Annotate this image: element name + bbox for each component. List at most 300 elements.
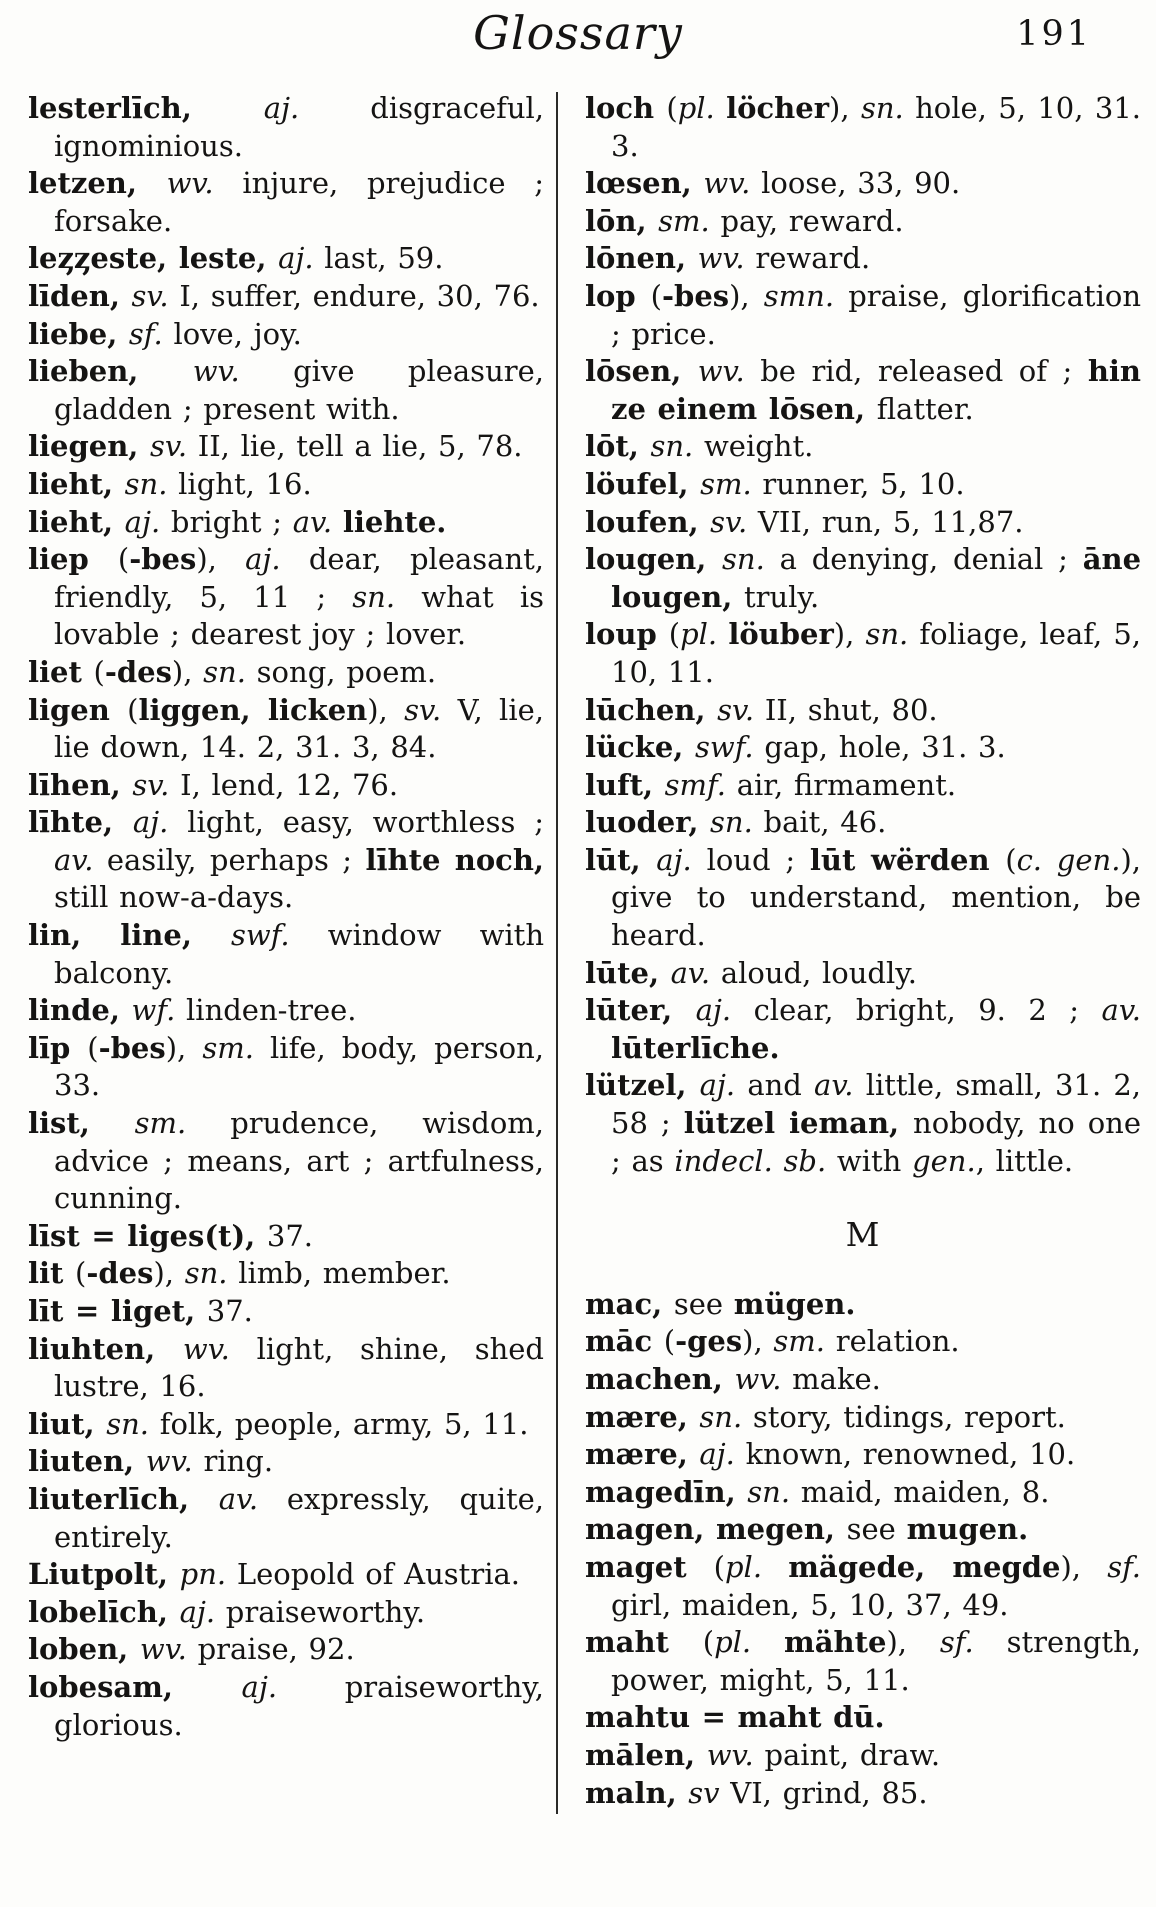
headword: lūter, xyxy=(585,993,696,1028)
definition-text: ring. xyxy=(203,1444,274,1479)
definition-text: light, easy, worthless ; xyxy=(187,805,544,840)
glossary-entry xyxy=(28,428,544,466)
headword: liggen, licken xyxy=(138,692,368,727)
definition-text: a denying, denial ; xyxy=(779,542,1083,577)
headword: māc xyxy=(585,1324,664,1359)
headword: mügen. xyxy=(733,1286,856,1321)
grammar-abbr: sn. xyxy=(747,1474,801,1509)
right-column xyxy=(585,90,1141,1812)
glossary-entry xyxy=(28,278,544,316)
definition-text: light, shine, shed lustre, 16. xyxy=(54,1331,544,1404)
headword: liep xyxy=(28,542,118,577)
definition-text: praise, 92. xyxy=(197,1632,355,1667)
definition-text: praiseworthy, glorious. xyxy=(54,1669,544,1742)
glossary-entry xyxy=(585,428,1141,466)
headword: līt = liget, xyxy=(28,1294,207,1328)
definition-text: ), xyxy=(829,91,861,125)
definition-text: flatter. xyxy=(876,391,974,426)
definition-text: ), xyxy=(886,1625,940,1660)
headword: lit xyxy=(28,1256,76,1291)
glossary-entry xyxy=(28,240,544,278)
headword: löufel, xyxy=(585,466,701,501)
definition-text: limb, member. xyxy=(238,1256,451,1291)
glossary-entry xyxy=(585,842,1141,955)
definition-text: Leopold of Austria. xyxy=(236,1557,520,1592)
grammar-abbr: aj. xyxy=(263,91,371,125)
definition-text: loose, 33, 90. xyxy=(761,166,961,201)
definition-text: ( xyxy=(127,692,139,727)
grammar-abbr: aj. xyxy=(179,1594,226,1629)
definition-text: injure, prejudice ; forsake. xyxy=(54,166,545,238)
grammar-abbr: sm. xyxy=(700,466,763,501)
definition-text: II, lie, tell a lie, 5, 78. xyxy=(197,429,523,464)
glossary-entry xyxy=(585,353,1141,428)
grammar-abbr: sv. xyxy=(404,692,458,727)
definition-text: ), xyxy=(196,542,246,577)
headword: loup xyxy=(585,617,669,652)
glossary-entry xyxy=(585,1624,1141,1699)
grammar-abbr: sn. xyxy=(106,1406,160,1441)
definition-text: ( xyxy=(87,1030,99,1065)
definition-text: bait, 46. xyxy=(763,805,887,840)
definition-text: reward. xyxy=(755,241,871,276)
definition-text: weight. xyxy=(703,429,814,464)
glossary-entry xyxy=(28,1218,544,1256)
definition-text: ( xyxy=(713,1549,725,1584)
definition-text: ), xyxy=(729,278,764,313)
definition-text: I, suffer, endure, 30, 76. xyxy=(179,278,540,313)
definition-text: life, body, person, 33. xyxy=(54,1030,544,1103)
headword: -ges xyxy=(675,1324,743,1359)
definition-text: ), give to understand, mention, be heard. xyxy=(611,842,1141,953)
definition-text: with xyxy=(836,1143,913,1178)
headword: lin, line, xyxy=(28,918,231,953)
definition-text: little, small, 31. 2, 58 ; xyxy=(611,1068,1142,1141)
grammar-abbr: sn. xyxy=(124,466,179,501)
definition-text: relation. xyxy=(835,1324,960,1359)
grammar-abbr: sn. xyxy=(184,1256,239,1291)
headword: list, xyxy=(28,1106,135,1141)
definition-text: song, poem. xyxy=(256,654,437,689)
definition-text: ), xyxy=(367,692,405,727)
glossary-entry xyxy=(28,992,544,1030)
glossary-entry xyxy=(585,278,1141,353)
definition-text: ( xyxy=(1005,842,1017,877)
headword: līden, xyxy=(28,278,132,313)
headword: liut, xyxy=(28,1406,107,1441)
headword: loufen, xyxy=(585,504,711,539)
definition-text: ), xyxy=(171,654,204,689)
headword: magedīn, xyxy=(585,1474,748,1509)
grammar-abbr: wv. xyxy=(145,1444,204,1479)
definition-text: bright ; xyxy=(170,504,293,539)
grammar-abbr: sn. xyxy=(710,805,764,840)
glossary-entry xyxy=(585,692,1141,730)
headword: maln, xyxy=(585,1775,689,1810)
grammar-abbr: wf. xyxy=(131,993,187,1028)
grammar-abbr: aj. xyxy=(695,993,754,1028)
glossary-entry xyxy=(585,992,1141,1067)
headword: maget xyxy=(585,1549,714,1584)
glossary-entry xyxy=(585,1775,1141,1813)
headword: lützel ieman, xyxy=(683,1106,914,1141)
glossary-entry xyxy=(585,1474,1141,1512)
headword: līhte, xyxy=(28,805,133,840)
definition-text: love, joy. xyxy=(173,316,302,351)
grammar-abbr: wv. xyxy=(697,241,756,276)
headword: lœsen, xyxy=(585,166,704,201)
headword: lieht, xyxy=(28,466,125,501)
grammar-abbr: av. xyxy=(54,842,107,877)
page-title: Glossary xyxy=(473,6,683,60)
definition-text: light, 16. xyxy=(178,466,312,501)
grammar-abbr: wv. xyxy=(697,354,761,389)
glossary-entry xyxy=(28,654,544,692)
definition-text: gap, hole, 31. 3. xyxy=(764,730,1006,765)
headword: līhte noch, xyxy=(365,842,544,877)
glossary-entry xyxy=(28,804,544,917)
definition-text: aloud, loudly. xyxy=(720,955,918,990)
grammar-abbr: sn. xyxy=(865,617,920,652)
grammar-abbr: sf. xyxy=(939,1625,1007,1660)
headword: magen, megen, xyxy=(585,1512,847,1547)
grammar-abbr: smf. xyxy=(664,767,737,802)
definition-text: hole, 5, 10, 31. 3. xyxy=(611,91,1141,163)
grammar-abbr: wv. xyxy=(139,1632,198,1667)
glossary-entry xyxy=(28,1255,544,1293)
grammar-abbr: av. xyxy=(670,955,721,990)
definition-text: dear, pleasant, friendly, 5, 11 ; xyxy=(54,542,545,614)
grammar-abbr: aj. xyxy=(699,1068,748,1103)
definition-text: folk, people, army, 5, 11. xyxy=(159,1406,529,1441)
grammar-abbr: sv xyxy=(688,1775,731,1810)
glossary-entry xyxy=(28,90,544,165)
definition-text: prudence, wisdom, advice ; means, art ; artfulness, cunning. xyxy=(54,1106,545,1216)
grammar-abbr: pn. xyxy=(179,1557,237,1592)
headword: -bes xyxy=(98,1030,166,1065)
headword: mālen, xyxy=(585,1737,707,1772)
definition-text: truly. xyxy=(743,579,820,614)
definition-text: ( xyxy=(668,617,681,652)
grammar-abbr: wv. xyxy=(734,1362,793,1396)
definition-text: ( xyxy=(666,91,678,125)
grammar-abbr: c. gen. xyxy=(1016,842,1121,877)
grammar-abbr: aj. xyxy=(656,842,707,877)
headword: līst = liges(t), xyxy=(28,1218,267,1253)
headword: hin ze einem lōsen, xyxy=(611,354,1142,426)
headword: lieben, xyxy=(28,354,193,389)
definition-text: ), xyxy=(742,1324,774,1359)
grammar-abbr: sn. xyxy=(203,654,257,689)
grammar-abbr: sv. xyxy=(132,767,181,802)
grammar-abbr: swf. xyxy=(230,918,328,953)
definition-text: paint, draw. xyxy=(764,1737,941,1772)
definition-text: window with balcony. xyxy=(54,918,544,990)
definition-text: , little. xyxy=(975,1143,1074,1178)
headword: līp xyxy=(28,1030,88,1065)
definition-text: praiseworthy. xyxy=(225,1594,426,1629)
definition-text: give pleasure, gladden ; present with. xyxy=(54,354,544,426)
headword: lūt wërden xyxy=(809,842,1006,877)
glossary-entry xyxy=(585,1549,1141,1624)
grammar-abbr: wv. xyxy=(182,1331,257,1366)
definition-text: see xyxy=(673,1286,734,1321)
glossary-entry xyxy=(28,353,544,428)
glossary-entry xyxy=(28,1481,544,1556)
glossary-entry xyxy=(28,1669,544,1744)
headword: loben, xyxy=(28,1632,140,1667)
headword: maht xyxy=(585,1625,703,1660)
headword: lūte, xyxy=(585,955,671,990)
grammar-abbr: sm. xyxy=(658,203,721,238)
definition-text: last, 59. xyxy=(324,241,444,276)
headword: löcher xyxy=(726,91,829,125)
headword: Liutpolt, xyxy=(28,1557,180,1592)
definition-text: ( xyxy=(702,1625,715,1660)
definition-text: clear, bright, 9. 2 ; xyxy=(753,993,1102,1028)
glossary-entry xyxy=(585,541,1141,616)
grammar-abbr: aj. xyxy=(241,1669,345,1704)
grammar-abbr: wv. xyxy=(192,354,294,389)
definition-text: ( xyxy=(117,542,130,577)
glossary-entry xyxy=(28,1293,544,1331)
grammar-abbr: av. xyxy=(218,1481,287,1516)
glossary-entry xyxy=(585,1361,1141,1399)
glossary-entry xyxy=(585,504,1141,542)
headword: mære, xyxy=(585,1399,700,1434)
definition-text: ), xyxy=(153,1256,185,1291)
definition-text: loud ; xyxy=(706,842,810,877)
headword: lūchen, xyxy=(585,692,718,727)
definition-text: make. xyxy=(792,1362,881,1396)
headword: linde, xyxy=(28,993,132,1028)
glossary-entry xyxy=(28,316,544,354)
headword: lōnen, xyxy=(585,241,698,276)
grammar-abbr: sv. xyxy=(131,278,180,313)
headword: lōt, xyxy=(585,429,651,464)
glossary-entry xyxy=(585,767,1141,805)
glossary-entry xyxy=(585,1399,1141,1437)
section-heading: M xyxy=(845,1215,881,1255)
glossary-entry xyxy=(28,1406,544,1444)
headword: lobesam, xyxy=(28,1669,242,1704)
headword: liebe, xyxy=(28,316,129,351)
grammar-abbr: sf. xyxy=(128,316,174,351)
grammar-abbr: sn. xyxy=(722,542,780,577)
definition-text: disgraceful, ignominious. xyxy=(54,91,545,163)
glossary-entry xyxy=(585,616,1141,691)
headword: löuber xyxy=(728,617,834,652)
grammar-abbr: pl. xyxy=(724,1549,789,1584)
glossary-entry xyxy=(585,955,1141,993)
glossary-entry xyxy=(585,1699,1141,1737)
glossary-entry xyxy=(585,1511,1141,1549)
headword: luoder, xyxy=(585,805,711,840)
grammar-abbr: av. xyxy=(292,504,343,539)
definition-text: 37. xyxy=(206,1294,253,1328)
headword: machen, xyxy=(585,1362,735,1396)
definition-text: girl, maiden, 5, 10, 37, 49. xyxy=(611,1587,1009,1622)
grammar-abbr: sf. xyxy=(1107,1549,1141,1584)
headword: mac, xyxy=(585,1286,674,1321)
definition-text: nobody, no one ; as xyxy=(611,1106,1141,1178)
headword: letzen, xyxy=(28,166,167,201)
headword: loch xyxy=(585,91,667,125)
definition-text: ( xyxy=(663,1324,676,1359)
grammar-abbr: sm. xyxy=(773,1324,836,1359)
grammar-abbr: pl. xyxy=(680,617,729,652)
headword: lücke, xyxy=(585,730,695,765)
definition-text: praise, glorification ; price. xyxy=(611,278,1141,351)
definition-text: air, firmament. xyxy=(736,767,957,802)
glossary-entry xyxy=(28,1443,544,1481)
grammar-abbr: aj. xyxy=(699,1437,746,1472)
grammar-abbr: sn. xyxy=(352,579,422,614)
headword: luft, xyxy=(585,767,665,802)
grammar-abbr: sn. xyxy=(860,91,916,125)
headword: lūt, xyxy=(585,842,657,877)
headword: liuten, xyxy=(28,1444,146,1479)
definition-text: what is lovable ; dearest joy ; lover. xyxy=(54,579,545,652)
glossary-entry xyxy=(28,1556,544,1594)
headword: lützel, xyxy=(585,1068,700,1103)
grammar-abbr: sn. xyxy=(650,429,704,464)
glossary-entry xyxy=(585,729,1141,767)
grammar-abbr: sm. xyxy=(202,1030,271,1065)
headword: liet xyxy=(28,654,94,689)
definition-text: see xyxy=(846,1512,907,1547)
headword: lōsen, xyxy=(585,354,698,389)
definition-text: 37. xyxy=(266,1218,313,1253)
headword: -bes xyxy=(129,542,197,577)
definition-text: still now-a-days. xyxy=(54,880,294,915)
headword: mähte xyxy=(784,1625,887,1660)
definition-text: strength, power, might, 5, 11. xyxy=(611,1625,1141,1697)
headword: mägede, megde xyxy=(788,1549,1061,1584)
glossary-entry xyxy=(585,466,1141,504)
glossary-entry xyxy=(28,504,544,542)
glossary-entry xyxy=(585,240,1141,278)
headword: leȥȥeste, leste, xyxy=(28,241,279,276)
column-divider-line xyxy=(556,92,558,1814)
grammar-abbr: gen. xyxy=(912,1143,976,1178)
definition-text: ( xyxy=(93,654,105,689)
headword: -des xyxy=(86,1256,154,1291)
definition-text: and xyxy=(747,1068,815,1103)
glossary-entry xyxy=(28,1105,544,1218)
grammar-abbr: sv. xyxy=(717,692,765,727)
grammar-abbr: sm. xyxy=(134,1106,231,1141)
glossary-entry xyxy=(28,165,544,240)
definition-text: pay, reward. xyxy=(720,203,904,238)
definition-text: VI, grind, 85. xyxy=(730,1775,928,1810)
definition-text: VII, run, 5, 11,87. xyxy=(757,504,1024,539)
grammar-abbr: av. xyxy=(1101,993,1141,1028)
headword: lop xyxy=(585,278,651,313)
grammar-abbr: pl. xyxy=(677,91,727,125)
headword: liuhten, xyxy=(28,1331,183,1366)
definition-text: ), xyxy=(1060,1549,1108,1584)
definition-text: maid, maiden, 8. xyxy=(800,1474,1050,1509)
definition-text: II, shut, 80. xyxy=(764,692,938,727)
definition-text: be rid, released of ; xyxy=(760,354,1088,389)
definition-text: known, renowned, 10. xyxy=(745,1437,1076,1472)
definition-text: easily, perhaps ; xyxy=(106,842,366,877)
grammar-abbr: wv. xyxy=(703,166,762,201)
grammar-abbr: av. xyxy=(814,1068,866,1103)
definition-text: ( xyxy=(650,278,662,313)
headword: lieht, xyxy=(28,504,125,539)
headword: -des xyxy=(104,654,172,689)
headword: lobelīch, xyxy=(28,1594,180,1629)
definition-text: story, tidings, report. xyxy=(752,1399,1066,1434)
glossary-entry xyxy=(585,804,1141,842)
headword: -bes xyxy=(662,278,730,313)
glossary-entry xyxy=(585,1286,1141,1324)
headword: ligen xyxy=(28,692,128,727)
grammar-abbr: aj. xyxy=(278,241,325,276)
glossary-entry xyxy=(585,1737,1141,1775)
definition-text: V, lie, lie down, 14. 2, 31. 3, 84. xyxy=(54,692,544,765)
running-head xyxy=(0,6,1156,60)
headword: lōn, xyxy=(585,203,659,238)
grammar-abbr: smn. xyxy=(763,278,849,313)
headword: lesterlīch, xyxy=(28,91,264,125)
glossary-entry xyxy=(585,165,1141,203)
grammar-abbr: swf. xyxy=(695,730,765,765)
definition-text: foliage, leaf, 5, 10, 11. xyxy=(611,617,1141,689)
glossary-entry xyxy=(28,1631,544,1669)
grammar-abbr: sv. xyxy=(150,429,198,464)
grammar-abbr: sn. xyxy=(699,1399,753,1434)
headword: lougen, xyxy=(585,542,723,577)
grammar-abbr: indecl. sb. xyxy=(674,1143,837,1178)
headword: lūterlīche. xyxy=(611,1030,780,1065)
glossary-entry xyxy=(28,1030,544,1105)
definition-text: expressly, quite, entirely. xyxy=(54,1481,545,1554)
headword: mære, xyxy=(585,1437,700,1472)
headword: liegen, xyxy=(28,429,150,464)
grammar-abbr: sv. xyxy=(710,504,758,539)
definition-text: I, lend, 12, 76. xyxy=(180,767,399,802)
glossary-entry xyxy=(28,1331,544,1406)
grammar-abbr: wv. xyxy=(166,166,243,201)
definition-text: linden-tree. xyxy=(186,993,357,1028)
grammar-abbr: aj. xyxy=(132,805,188,840)
glossary-entry xyxy=(28,1594,544,1632)
glossary-entry xyxy=(585,1436,1141,1474)
headword: liuterlīch, xyxy=(28,1481,219,1516)
glossary-entry xyxy=(28,692,544,767)
headword: āne lougen, xyxy=(611,542,1142,614)
grammar-abbr: wv. xyxy=(706,1737,765,1772)
page-number: 191 xyxy=(1016,14,1092,54)
definition-text: runner, 5, 10. xyxy=(762,466,965,501)
glossary-entry xyxy=(28,767,544,805)
glossary-entry xyxy=(28,466,544,504)
grammar-abbr: pl. xyxy=(714,1625,785,1660)
left-column xyxy=(28,90,544,1744)
definition-text: ), xyxy=(165,1030,203,1065)
definition-text: ), xyxy=(833,617,866,652)
glossary-entry xyxy=(585,90,1141,165)
headword: liehte. xyxy=(342,504,447,539)
headword: līhen, xyxy=(28,767,133,802)
glossary-entry xyxy=(28,917,544,992)
glossary-entry xyxy=(28,541,544,654)
grammar-abbr: aj. xyxy=(245,542,309,577)
glossary-entry xyxy=(585,1323,1141,1361)
